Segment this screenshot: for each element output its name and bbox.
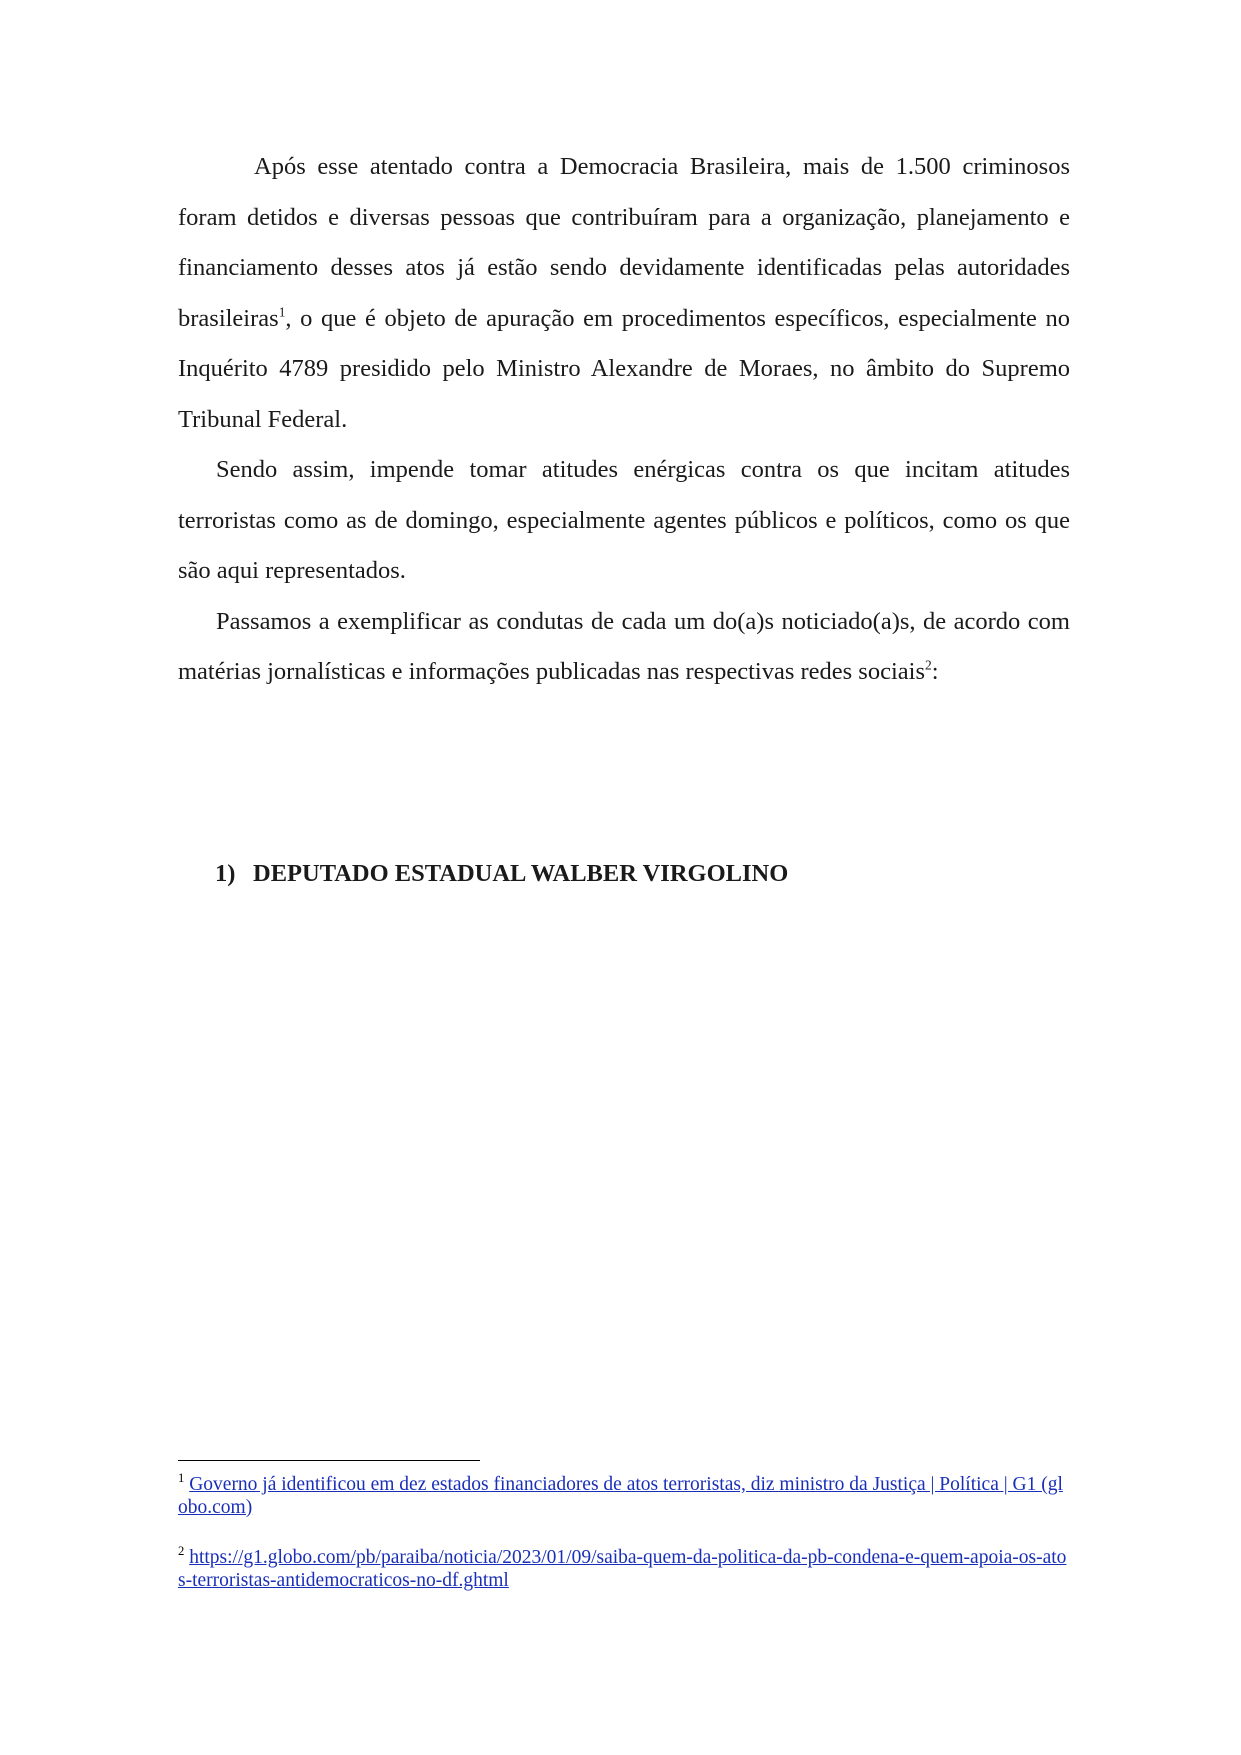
section-heading-number: 1) <box>215 860 236 887</box>
footnote-reference-1[interactable]: 1 <box>278 304 286 320</box>
section-heading <box>215 860 788 888</box>
footnote-1 <box>178 1470 1070 1519</box>
footnote-1-link[interactable]: Governo já identificou em dez estados financiadores de atos terroristas, diz ministro da Justiça | Política | G1 (globo.com) <box>178 1474 1063 1518</box>
section-heading-text: DEPUTADO ESTADUAL WALBER VIRGOLINO <box>253 860 789 887</box>
paragraph-1 <box>178 142 1070 445</box>
paragraph-2 <box>178 445 1070 597</box>
footnote-reference-2[interactable]: 2 <box>924 657 932 673</box>
body-text <box>178 142 1070 698</box>
paragraph-3 <box>178 597 1070 698</box>
footnote-2-link[interactable]: https://g1.globo.com/pb/paraiba/noticia/2023/01/09/saiba-quem-da-politica-da-pb-condena-e-quem-apoia-os-atos-terroristas-antidemocraticos-no-df.ghtml <box>178 1547 1067 1591</box>
footnote-2-marker: 2 <box>178 1543 185 1558</box>
paragraph-3-text-continued: : <box>931 658 939 685</box>
footnote-2 <box>178 1543 1070 1592</box>
footnote-1-marker: 1 <box>178 1470 185 1485</box>
paragraph-3-text: Passamos a exemplificar as condutas de cada um do(a)s noticiado(a)s, de acordo com matérias jornalísticas e informações publicadas nas respectivas redes sociais <box>178 607 1070 685</box>
paragraph-1-text-continued: , o que é objeto de apuração em procedimentos específicos, especialmente no Inquérito 4789 presidido pelo Ministro Alexandre de Moraes, no âmbito do Supremo Tribunal Federal. <box>178 304 1070 433</box>
paragraph-1-text: Após esse atentado contra a Democracia Brasileira, mais de 1.500 criminosos foram detidos e diversas pessoas que contribuíram para a organização, planejamento e financiamento desses atos já estão sendo devidamente identificadas pelas autoridades brasileiras <box>178 153 1070 332</box>
paragraph-2-text: Sendo assim, impende tomar atitudes enérgicas contra os que incitam atitudes terroristas como as de domingo, especialmente agentes públicos e políticos, como os que são aqui representados. <box>178 456 1070 584</box>
footnote-separator <box>178 1460 480 1461</box>
